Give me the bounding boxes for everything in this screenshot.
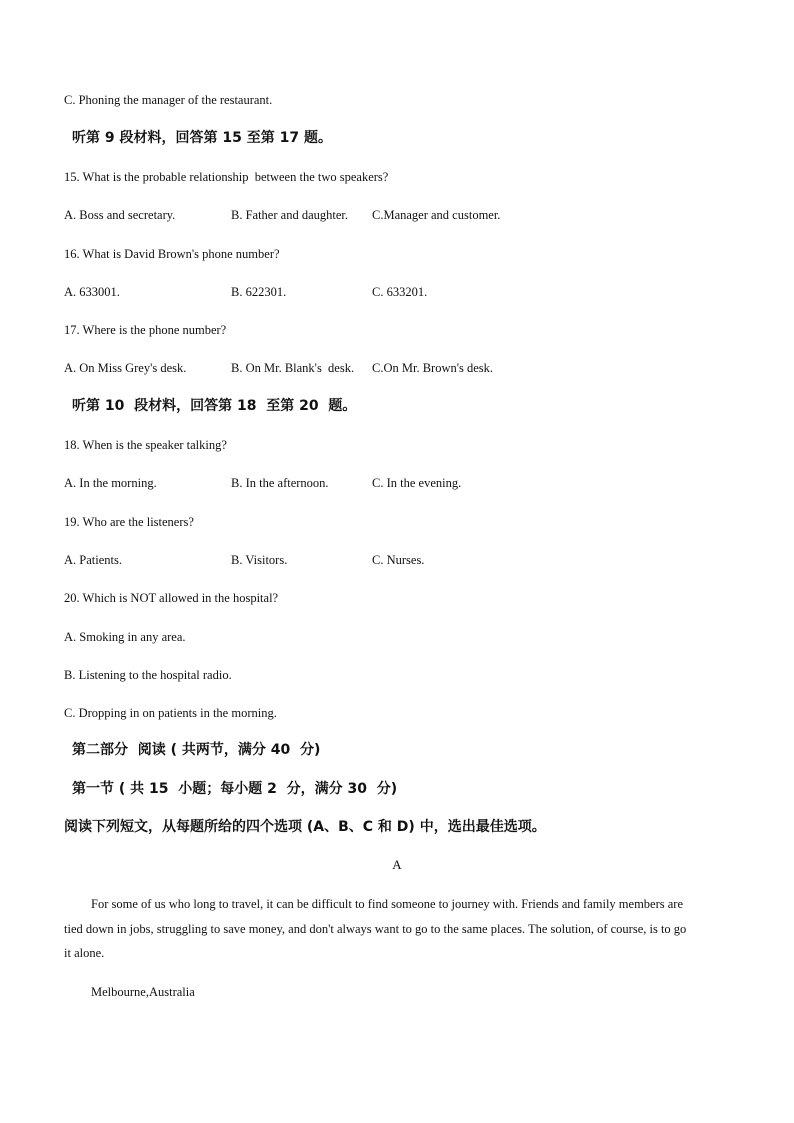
option-17b: B. On Mr. Blank's desk.: [231, 361, 355, 375]
passage-location: Melbourne,Australia: [91, 985, 195, 999]
options-16: [64, 284, 724, 300]
question-16: 16. What is David Brown's phone number?: [64, 247, 280, 261]
option-19a: A. Patients.: [64, 553, 122, 567]
option-16c: C. 633201.: [372, 285, 428, 299]
question-17: 17. Where is the phone number?: [64, 323, 227, 337]
option-18c: C. In the evening.: [372, 476, 462, 490]
question-15: 15. What is the probable relationship between the two speakers?: [64, 170, 389, 184]
option-16a: A. 633001.: [64, 285, 120, 299]
question-20: 20. Which is NOT allowed in the hospital?: [64, 591, 279, 605]
section-one-header: 第一节 ( 共 15 小题；每小题 2 分，满分 30 分): [72, 781, 398, 797]
option-18a: A. In the morning.: [64, 476, 157, 490]
passage-paragraph: For some of us who long to travel, it can be difficult to find someone to journey with. Friends and family members are tied down in jobs, struggling to save money, and don't always want to go to the same places. The solution, of course, is to go it alone.: [64, 897, 687, 960]
answer-option-14c: C. Phoning the manager of the restaurant.: [64, 93, 273, 107]
option-18b: B. In the afternoon.: [231, 476, 329, 490]
options-18: [64, 475, 724, 491]
option-15a: A. Boss and secretary.: [64, 208, 176, 222]
part-two-header: 第二部分 阅读 ( 共两节，满分 40 分): [72, 742, 321, 758]
option-16b: B. 622301.: [231, 285, 287, 299]
option-19b: B. Visitors.: [231, 553, 288, 567]
options-17: [64, 360, 724, 376]
question-19: 19. Who are the listeners?: [64, 515, 194, 529]
option-17a: A. On Miss Grey's desk.: [64, 361, 187, 375]
option-20b: B. Listening to the hospital radio.: [64, 668, 232, 682]
option-20a: A. Smoking in any area.: [64, 630, 186, 644]
section-header-9: 听第 9 段材料，回答第 15 至第 17 题。: [72, 130, 332, 146]
options-15: [64, 207, 724, 223]
options-19: [64, 552, 724, 568]
option-15c: C.Manager and customer.: [372, 208, 501, 222]
section-header-10: 听第 10 段材料，回答第 18 至第 20 题。: [72, 398, 357, 414]
reading-instructions: 阅读下列短文，从每题所给的四个选项 (A、B、C 和 D) 中，选出最佳选项。: [64, 819, 546, 835]
question-18: 18. When is the speaker talking?: [64, 438, 227, 452]
option-17c: C.On Mr. Brown's desk.: [372, 361, 494, 375]
option-19c: C. Nurses.: [372, 553, 425, 567]
option-20c: C. Dropping in on patients in the morning.: [64, 706, 277, 720]
passage-letter: A: [392, 857, 402, 872]
option-15b: B. Father and daughter.: [231, 208, 348, 222]
